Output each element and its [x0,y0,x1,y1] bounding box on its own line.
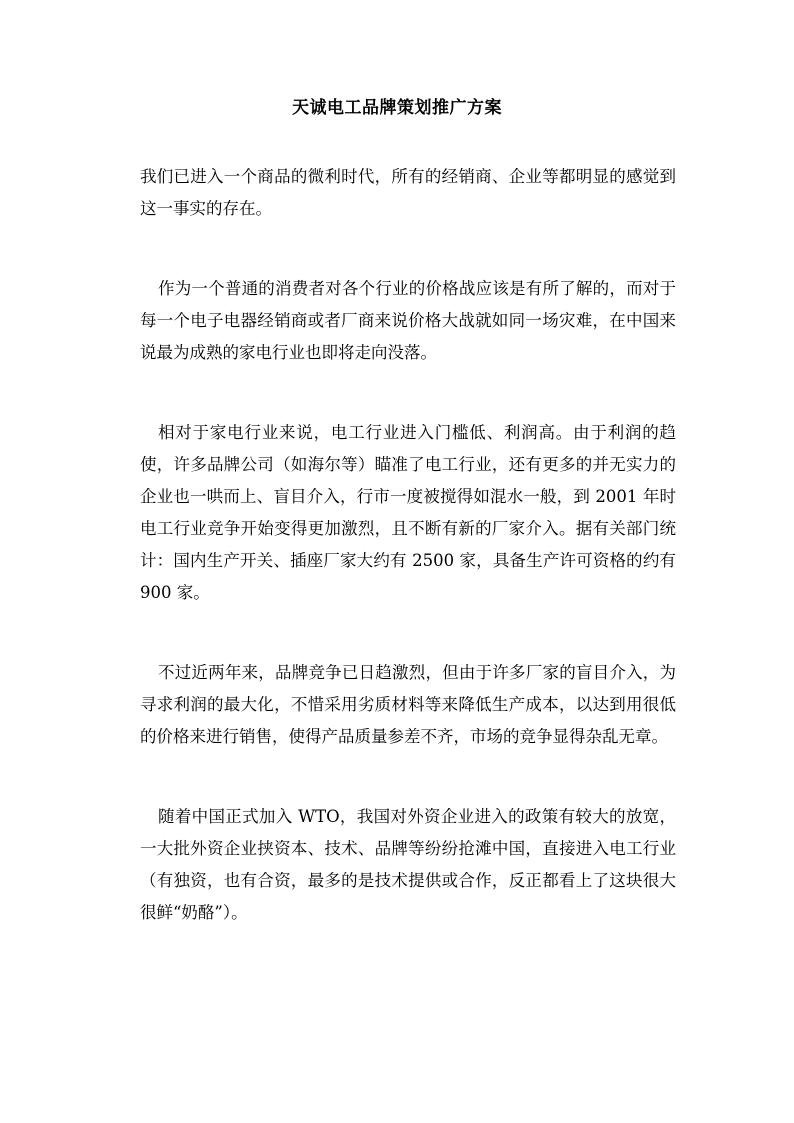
document-body [140,161,676,929]
paragraph-1: 我们已进入一个商品的微利时代，所有的经销商、企业等都明显的感觉到这一事实的存在。 [140,167,676,218]
paragraph-3: 相对于家电行业来说，电工行业进入门槛低、利润高。由于利润的趋使，许多品牌公司（如海尔等）瞄准了电工行业，还有更多的并无实力的企业也一哄而上、盲目介入，行市一度被搅得如混水一般，到 2001 年时电工行业竞争开始变得更加激烈，且不断有新的厂家介入。据有关部门统计：国内生产开关、插座厂家大约有 2500 家，具备生产许可资格的约有 900 家。 [140,423,676,602]
paragraph-4: 不过近两年来，品牌竞争已日趋激烈，但由于许多厂家的盲目介入，为寻求利润的最大化，不惜采用劣质材料等来降低生产成本，以达到用很低的价格来进行销售，使得产品质量参差不齐，市场的竞争显得杂乱无章。 [140,663,676,746]
paragraph-2: 作为一个普通的消费者对各个行业的价格战应该是有所了解的，而对于每一个电子电器经销商或者厂商来说价格大战就如同一场灾难，在中国来说最为成熟的家电行业也即将走向没落。 [140,279,676,362]
document-title: 天诚电工品牌策划推广方案 [292,98,502,118]
paragraph-5: 随着中国正式加入 WTO，我国对外资企业进入的政策有较大的放宽，一大批外资企业挟资本、技术、品牌等纷纷抢滩中国，直接进入电工行业（有独资，也有合资，最多的是技术提供或合作，反正都看上了这块很大很鲜“奶酪”）。 [140,807,676,922]
